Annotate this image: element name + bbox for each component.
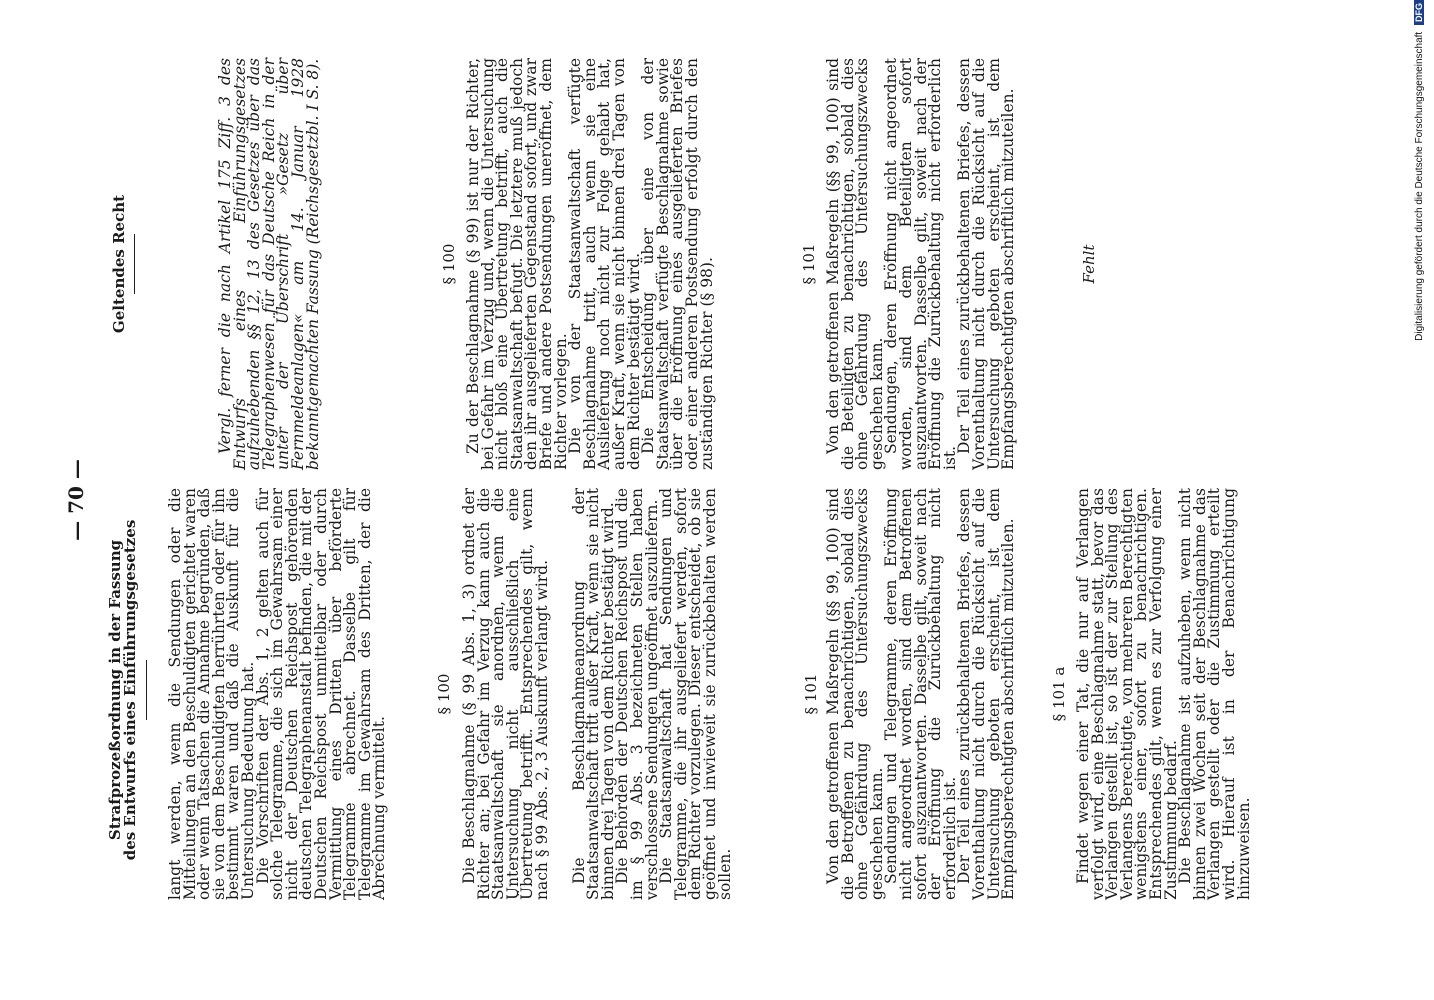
right-s101-title: § 101 — [800, 243, 818, 285]
left-intro-p2: Die Vorschriften der Abs. 1, 2 gelten auch für solche Telegramme, die sich im Gewahrsam einer nicht der Deutschen Reichspost gehörenden deutschen Telegraphenanstalt befinden, die mit der Deutschen Reichspost unmittelbar oder durch Vermittlung eines Dritten über beförderte Telegramme abrechnet. Dasselbe gilt für Telegramme im Gewahrsam des Dritten, der die Abrechnung vermittelt. — [253, 488, 389, 900]
right-note: Vergl. ferner die nach Artikel 175 Ziff. 3 des Entwurfs eines Einführungsgesetzes aufzuhebenden §§ 12, 13 des Gesetzes über das Telegraphenwesen für das Deutsche Reich in der unter der Überschrift »Gesetz über Fernmeldeanlagen« am 14. Januar 1928 bekanntgemachten Fassung (Reichsgesetzbl. I S. 8). — [216, 58, 322, 470]
left-s101a-body — [1076, 488, 1251, 900]
right-s100-p1: Zu der Beschlagnahme (§ 99) ist nur der Richter, bei Gefahr im Verzug und, wenn die Untersuchung nicht bloß eine Übertretung betrifft, auch die Staatsanwaltschaft befugt. Die letztere muß jedoch den ihr ausgelieferten Gegenstand sofort, und zwar Briefe und andere Postsendungen uneröffnet, dem Richter vorlegen. — [464, 58, 570, 470]
left-s101a-p2: Die Beschlagnahme ist aufzuheben, wenn nicht binnen zwei Wochen seit der Beschlagnahme das Verlangen gestellt oder die Zustimmung erteilt wird. Hierauf ist in der Benachrichtigung hinzuweisen. — [1176, 488, 1253, 900]
dfg-logo: DFG — [1414, 0, 1424, 25]
left-s100-title: § 100 — [435, 673, 453, 715]
left-s101-p3: Der Teil eines zurückbehaltenen Briefes, dessen Vorenthaltung nicht durch die Rücksicht auf die Untersuchung geboten erscheint, ist dem Empfangsberechtigten abschriftlich mitzuteilen. — [955, 488, 1018, 900]
left-column-header — [108, 480, 138, 900]
right-s101-p3: Der Teil eines zurückbehaltenen Briefes, dessen Vorenthaltung nicht durch die Rücksicht auf die Untersuchung geboten erscheint, ist dem Empfangsberechtigten abschriftlich mitzuteilen. — [955, 58, 1018, 470]
left-s100-body — [462, 488, 732, 900]
left-column-body — [168, 488, 387, 900]
left-s101a-p1: Findet wegen einer Tat, die nur auf Verlangen verfolgt wird, eine Beschlagnahme statt, bevor das Verlangen gestellt ist, so ist der zur Stellung des Verlangens Berechtigte, von mehreren Berechtigten wenigstens einer, sofort zu benachrichtigen. Entsprechendes gilt, wenn es zur Verfolgung einer Zustimmung bedarf. — [1074, 488, 1180, 900]
right-s101-p2: Sendungen, deren Eröffnung nicht angeordnet worden, sind dem Beteiligten sofort auszuantworten. Dasselbe gilt, soweit nach der Eröffnung die Zurückbehaltung nicht erforderlich ist. — [882, 58, 959, 470]
left-s100-p2: Die Beschlagnahmeanordnung der Staatsanwaltschaft tritt außer Kraft, wenn sie nicht binnen drei Tagen von dem Richter bestätigt wird. — [569, 488, 617, 900]
left-header-line1: Strafprozeßordnung in der Fassung — [106, 539, 124, 841]
right-s101-p1: Von den getroffenen Maßregeln (§§ 99, 100) sind die Beteiligten zu benachrichtigen, sobald dies ohne Gefährdung des Untersuchungszwecks geschehen kann. — [824, 58, 886, 470]
left-s101-title: § 101 — [802, 673, 820, 715]
right-s100-p3: Die Entscheidung über eine von der Staatsanwaltschaft verfügte Beschlagnahme sowie über die Eröffnung eines ausgelieferten Briefes oder einer anderen Postsendung erfolgt durch den zuständigen Richter (§ 98). — [639, 58, 716, 470]
digitization-footer — [1414, 0, 1425, 400]
left-s100-p1: Die Beschlagnahme (§ 99 Abs. 1, 3) ordnet der Richter an; bei Gefahr im Verzug kann auch die Staatsanwaltschaft sie anordnen, wenn die Untersuchung nicht ausschließlich eine Übertretung betrifft. Entsprechendes gilt, wenn nach § 99 Abs. 2, 3 Auskunft verlangt wird. — [460, 488, 551, 900]
left-s101-p1: Von den getroffenen Maßregeln (§§ 99, 100) sind die Betroffenen zu benachrichtigen, sobald dies ohne Gefährdung des Untersuchungszwecks geschehen kann. — [824, 488, 886, 900]
right-s101-body — [826, 58, 1016, 470]
right-s100-title: § 100 — [440, 243, 458, 285]
left-s101a-title: § 101 a — [1050, 666, 1068, 722]
right-column-header: Geltendes Recht — [110, 194, 128, 334]
footer-text: Digitalisierung gefördert durch die Deutsche Forschungsgemeinschaft — [1414, 31, 1425, 341]
right-s100-body — [466, 58, 714, 470]
left-intro-p1: langt werden, wenn die Sendungen oder die Mitteilungen an den Beschuldigten gerichtet waren oder wenn Tatsachen die Annahme begründen, daß sie von dem Beschuldigten herrührten oder für ihn bestimmt waren und daß die Auskunft für die Untersuchung Bedeutung hat. — [166, 488, 257, 900]
page-number: — 70 — — [64, 459, 88, 541]
left-s100-p3: Die Behörden der Deutschen Reichspost und die im § 99 Abs. 3 bezeichneten Stellen haben verschlossene Sendungen ungeöffnet auszuliefern. — [613, 488, 661, 900]
right-s100-p2: Die von der Staatsanwaltschaft verfügte Beschlagnahme tritt, auch wenn sie eine Auslieferung noch nicht zur Folge gehabt hat, außer Kraft, wenn sie nicht binnen drei Tagen von dem Richter bestätigt wird. — [566, 58, 643, 470]
left-s101-body — [826, 488, 1016, 900]
right-header-rule — [134, 234, 135, 294]
left-header-rule — [146, 660, 147, 720]
left-header-line2: des Entwurfs eines Einführungsgesetzes — [121, 519, 139, 861]
right-fehlt: Fehlt — [1080, 244, 1098, 284]
left-s101-p2: Sendungen und Telegramme, deren Eröffnung nicht angeordnet worden, sind dem Betroffenen sofort auszuantworten. Dasselbe gilt, soweit nach der Eröffnung die Zurückbehaltung nicht erforderlich ist. — [882, 488, 959, 900]
left-s100-p4: Die Staatsanwaltschaft hat Sendungen und Telegramme, die ihr ausgeliefert werden, sofort dem Richter vorzulegen. Dieser entscheidet, ob sie geöffnet und inwieweit sie zurückbehalten werden sollen. — [657, 488, 734, 900]
